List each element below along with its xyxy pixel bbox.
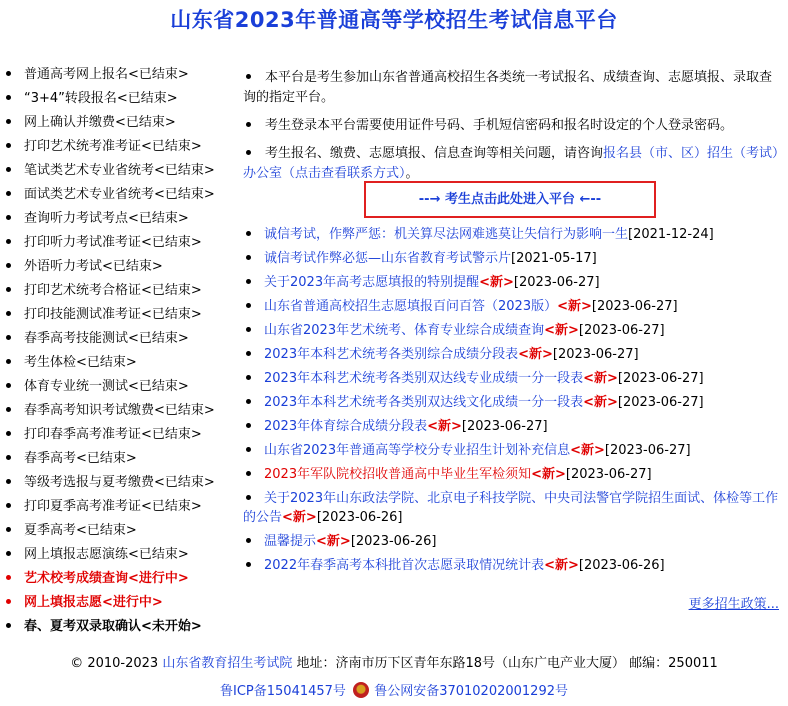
- bullet-icon: [6, 455, 11, 460]
- news-link[interactable]: 关于2023年山东政法学院、北京电子科技学院、中央司法警官学院招生面试、体检等工作的公告: [243, 491, 779, 525]
- sidebar-item[interactable]: [6, 567, 238, 591]
- sidebar-item[interactable]: [6, 279, 238, 303]
- bullet-icon: [246, 351, 251, 356]
- intro-text-1: 本平台是考生参加山东省普通高校招生各类统一考试报名、成绩查询、志愿填报、录取查询的指定平台。: [243, 70, 773, 105]
- new-badge: <新>: [583, 371, 618, 386]
- bullet-icon: [6, 503, 11, 508]
- footer-copyright: [0, 652, 788, 671]
- sidebar-item[interactable]: [6, 471, 238, 495]
- sidebar-item-label: 艺术校考成绩查询<进行中>: [24, 571, 189, 586]
- bullet-icon: [246, 423, 251, 428]
- bullet-icon: [246, 447, 251, 452]
- bullet-icon: [6, 551, 11, 556]
- sidebar-item[interactable]: [6, 87, 238, 111]
- news-link[interactable]: 2023年本科艺术统考各类别双达线专业成绩一分一段表: [264, 371, 584, 386]
- news-link[interactable]: 山东省2023年普通高等学校分专业招生计划补充信息: [264, 443, 571, 458]
- sidebar-item-label: “3+4”转段报名<已结束>: [24, 91, 178, 106]
- news-item: [243, 441, 779, 460]
- news-date: [2023-06-27]: [461, 419, 548, 434]
- bullet-icon: [246, 562, 251, 567]
- contact-office-link[interactable]: 报名县（市、区）招生（考试）办公室（点击查看联系方式）: [243, 146, 779, 181]
- sidebar-item-label: 查询听力考试考点<已结束>: [24, 211, 189, 226]
- news-link[interactable]: 2023年军队院校招收普通高中毕业生军检须知: [264, 467, 532, 482]
- bullet-icon: [246, 279, 251, 284]
- main-content: [243, 68, 779, 573]
- footer-records: [0, 680, 788, 701]
- sidebar-item[interactable]: [6, 447, 238, 471]
- news-link[interactable]: 温馨提示: [264, 534, 317, 549]
- news-link[interactable]: 2023年本科艺术统考各类别双达线文化成绩一分一段表: [264, 395, 584, 410]
- news-date: [2023-06-26]: [316, 510, 403, 525]
- sidebar-item-label: 春季高考<已结束>: [24, 451, 137, 466]
- news-item: [243, 273, 779, 292]
- sidebar-item-label: 网上填报志愿演练<已结束>: [24, 547, 189, 562]
- bullet-icon: [246, 495, 251, 500]
- news-item: [243, 489, 779, 527]
- news-date: [2023-06-27]: [591, 299, 678, 314]
- sidebar-item[interactable]: [6, 399, 238, 423]
- news-date: [2021-12-24]: [628, 227, 714, 242]
- page-title: 山东省2023年普通高等学校招生考试信息平台: [170, 8, 618, 32]
- bullet-icon: [6, 479, 11, 484]
- bullet-icon: [246, 471, 251, 476]
- new-badge: <新>: [282, 510, 317, 525]
- news-link[interactable]: 2023年本科艺术统考各类别综合成绩分段表: [264, 347, 519, 362]
- address-text: 地址：济南市历下区青年东路18号（山东广电产业大厦） 邮编：250011: [296, 656, 718, 671]
- bullet-icon: [6, 95, 11, 100]
- new-badge: <新>: [544, 558, 579, 573]
- sidebar-item[interactable]: [6, 543, 238, 567]
- intro-text-2: 考生登录本平台需要使用证件号码、手机短信密码和报名时设定的个人登录密码。: [265, 118, 734, 133]
- bullet-icon: [6, 239, 11, 244]
- bullet-icon: [6, 407, 11, 412]
- intro-item-1: [243, 68, 779, 108]
- sidebar-item[interactable]: [6, 111, 238, 135]
- bullet-icon: [246, 327, 251, 332]
- news-date: [2023-06-27]: [604, 443, 691, 458]
- sidebar-item-label: 春、夏考双录取确认<未开始>: [24, 619, 202, 634]
- bullet-icon: [246, 231, 251, 236]
- sidebar-item-label: 春季高考知识考试缴费<已结束>: [24, 403, 215, 418]
- sidebar-item-label: 外语听力考试<已结束>: [24, 259, 163, 274]
- police-record-link[interactable]: 鲁公网安备37010202001292号: [374, 684, 568, 699]
- news-date: [2023-06-27]: [578, 323, 665, 338]
- police-badge-icon: [353, 682, 369, 698]
- sidebar-item[interactable]: [6, 183, 238, 207]
- intro-item-3: [243, 144, 779, 184]
- news-item: [243, 249, 779, 268]
- news-date: [2023-06-27]: [617, 395, 704, 410]
- news-date: [2023-06-26]: [350, 534, 437, 549]
- news-item: [243, 465, 779, 484]
- news-list: [243, 225, 779, 580]
- bullet-icon: [6, 311, 11, 316]
- sidebar-item-label: 打印技能测试准考证<已结束>: [24, 307, 202, 322]
- sidebar-item-label: 普通高考网上报名<已结束>: [24, 67, 189, 82]
- sidebar-item[interactable]: [6, 231, 238, 255]
- news-link[interactable]: 2022年春季高考本科批首次志愿录取情况统计表: [264, 558, 545, 573]
- bullet-icon: [246, 538, 251, 543]
- sidebar-list: [6, 63, 238, 639]
- news-item: [243, 556, 779, 575]
- sidebar-item[interactable]: [6, 63, 238, 87]
- new-badge: <新>: [316, 534, 351, 549]
- sidebar-item-label: 打印夏季高考准考证<已结束>: [24, 499, 202, 514]
- sidebar-item[interactable]: [6, 375, 238, 399]
- copyright-text: © 2010-2023: [70, 656, 159, 671]
- news-link[interactable]: 2023年体育综合成绩分段表: [264, 419, 428, 434]
- new-badge: <新>: [557, 299, 592, 314]
- intro-text-3-suffix: 。: [405, 166, 419, 181]
- news-link[interactable]: 山东省普通高校招生志愿填报百问百答（2023版）: [264, 299, 558, 314]
- sidebar-item[interactable]: [6, 423, 238, 447]
- news-date: [2021-05-17]: [511, 251, 597, 266]
- news-date: [2023-06-27]: [552, 347, 639, 362]
- sidebar-item-label: 等级考选报与夏考缴费<已结束>: [24, 475, 215, 490]
- bullet-icon: [246, 255, 251, 260]
- bullet-icon: [6, 143, 11, 148]
- bullet-icon: [6, 527, 11, 532]
- bullet-icon: [6, 383, 11, 388]
- sidebar-item-label: 笔试类艺术专业省统考<已结束>: [24, 163, 215, 178]
- news-item: [243, 345, 779, 364]
- news-item: [243, 393, 779, 412]
- sidebar: [6, 63, 238, 639]
- new-badge: <新>: [544, 323, 579, 338]
- icp-link[interactable]: 鲁ICP备15041457号: [220, 684, 346, 699]
- bullet-icon: [6, 623, 11, 628]
- news-date: [2023-06-27]: [617, 371, 704, 386]
- bullet-icon: [6, 431, 11, 436]
- sidebar-item-label: 考生体检<已结束>: [24, 355, 137, 370]
- news-link[interactable]: 山东省2023年艺术统考、体育专业综合成绩查询: [264, 323, 545, 338]
- bullet-icon: [246, 122, 251, 127]
- bullet-icon: [6, 71, 11, 76]
- news-link[interactable]: 诚信考试，作弊严惩：机关算尽法网难逃莫让失信行为影响一生: [264, 227, 629, 242]
- sidebar-item[interactable]: [6, 327, 238, 351]
- sidebar-item[interactable]: [6, 591, 238, 615]
- new-badge: <新>: [518, 347, 553, 362]
- bullet-icon: [246, 150, 251, 155]
- enter-platform-button[interactable]: --→ 考生点击此处进入平台 ←--: [364, 181, 656, 218]
- new-badge: <新>: [479, 275, 514, 290]
- sidebar-item[interactable]: [6, 615, 238, 639]
- news-date: [2023-06-27]: [513, 275, 600, 290]
- news-item: [243, 417, 779, 436]
- bullet-icon: [6, 359, 11, 364]
- sidebar-item-label: 网上确认并缴费<已结束>: [24, 115, 176, 130]
- sidebar-item-label: 网上填报志愿<进行中>: [24, 595, 163, 610]
- bullet-icon: [6, 575, 11, 580]
- more-policies-link[interactable]: 更多招生政策...: [688, 597, 779, 612]
- bullet-icon: [6, 335, 11, 340]
- bullet-icon: [246, 399, 251, 404]
- news-item: [243, 369, 779, 388]
- sidebar-item[interactable]: [6, 351, 238, 375]
- news-date: [2023-06-26]: [578, 558, 665, 573]
- news-date: [2023-06-27]: [565, 467, 652, 482]
- bullet-icon: [6, 191, 11, 196]
- news-link[interactable]: 关于2023年高考志愿填报的特别提醒: [264, 275, 480, 290]
- bullet-icon: [6, 599, 11, 604]
- sidebar-item[interactable]: [6, 207, 238, 231]
- new-badge: <新>: [531, 467, 566, 482]
- news-item: [243, 321, 779, 340]
- org-link[interactable]: 山东省教育招生考试院: [162, 656, 293, 671]
- news-item: [243, 532, 779, 551]
- sidebar-item[interactable]: [6, 135, 238, 159]
- bullet-icon: [6, 119, 11, 124]
- sidebar-item-label: 打印听力考试准考证<已结束>: [24, 235, 202, 250]
- sidebar-item[interactable]: [6, 495, 238, 519]
- sidebar-item[interactable]: [6, 519, 238, 543]
- sidebar-item-label: 打印艺术统考准考证<已结束>: [24, 139, 202, 154]
- intro-text-3: 考生报名、缴费、志愿填报、信息查询等相关问题，请咨询: [265, 146, 604, 161]
- sidebar-item[interactable]: [6, 255, 238, 279]
- intro-item-2: [243, 116, 779, 136]
- sidebar-item-label: 打印艺术统考合格证<已结束>: [24, 283, 202, 298]
- bullet-icon: [246, 375, 251, 380]
- bullet-icon: [6, 263, 11, 268]
- new-badge: <新>: [570, 443, 605, 458]
- sidebar-item[interactable]: [6, 303, 238, 327]
- news-item: [243, 297, 779, 316]
- news-item: [243, 225, 779, 244]
- bullet-icon: [6, 167, 11, 172]
- new-badge: <新>: [427, 419, 462, 434]
- sidebar-item-label: 打印春季高考准考证<已结束>: [24, 427, 202, 442]
- sidebar-item[interactable]: [6, 159, 238, 183]
- bullet-icon: [246, 74, 251, 79]
- sidebar-item-label: 夏季高考<已结束>: [24, 523, 137, 538]
- news-link[interactable]: 诚信考试作弊必惩—山东省教育考试警示片: [264, 251, 512, 266]
- bullet-icon: [246, 303, 251, 308]
- bullet-icon: [6, 287, 11, 292]
- bullet-icon: [6, 215, 11, 220]
- new-badge: <新>: [583, 395, 618, 410]
- sidebar-item-label: 面试类艺术专业省统考<已结束>: [24, 187, 215, 202]
- sidebar-item-label: 春季高考技能测试<已结束>: [24, 331, 189, 346]
- sidebar-item-label: 体育专业统一测试<已结束>: [24, 379, 189, 394]
